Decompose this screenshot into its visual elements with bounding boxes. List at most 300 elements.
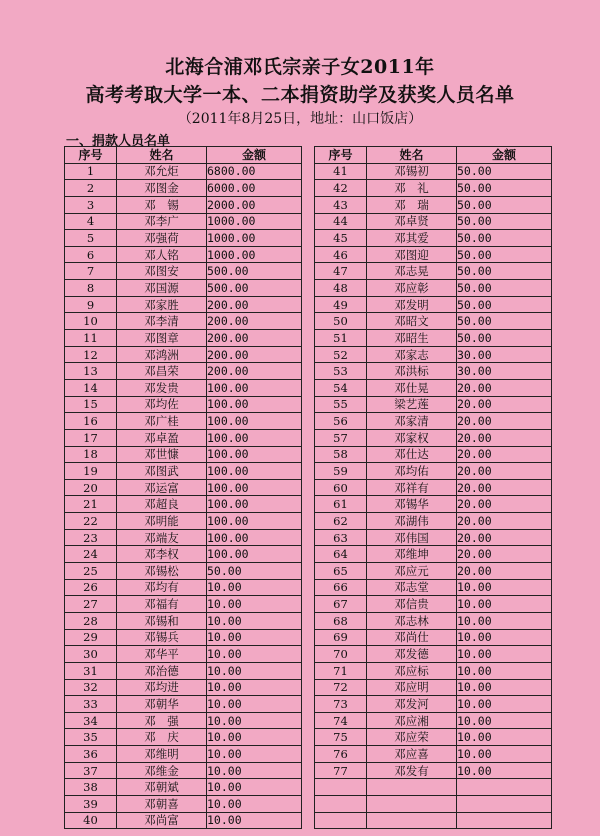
row-number: 70: [315, 646, 367, 663]
row-number: 11: [65, 330, 117, 347]
donation-amount: 10.00: [457, 579, 552, 596]
donation-amount: 20.00: [457, 413, 552, 430]
row-number: 34: [65, 712, 117, 729]
table-row: [315, 346, 552, 363]
donor-name: 邓国源: [117, 280, 207, 297]
donation-amount: 100.00: [207, 429, 302, 446]
table-row: [315, 280, 552, 297]
donor-name: 邓人铭: [117, 246, 207, 263]
row-number: 4: [65, 213, 117, 230]
row-number: 64: [315, 546, 367, 563]
table-row: [65, 729, 302, 746]
donor-name: 邓维明: [117, 746, 207, 763]
donor-name: 邓卓盈: [117, 429, 207, 446]
row-number: 41: [315, 163, 367, 180]
donation-amount: 10.00: [207, 812, 302, 829]
donor-name: 邓发贵: [117, 379, 207, 396]
row-number: 69: [315, 629, 367, 646]
donor-name: 邓锡兵: [117, 629, 207, 646]
table-row: [315, 596, 552, 613]
table-row: [65, 662, 302, 679]
donation-amount: 200.00: [207, 296, 302, 313]
donation-amount: 50.00: [457, 246, 552, 263]
donation-amount: 50.00: [457, 180, 552, 197]
donation-amount: 10.00: [207, 679, 302, 696]
donor-name: 邓 瑞: [367, 196, 457, 213]
donation-amount: 10.00: [207, 646, 302, 663]
row-number: 43: [315, 196, 367, 213]
row-number: 38: [65, 779, 117, 796]
donor-name: 邓应彰: [367, 280, 457, 297]
table-row: [315, 230, 552, 247]
donor-name: 邓强荷: [117, 230, 207, 247]
row-number: 37: [65, 762, 117, 779]
row-number: 13: [65, 363, 117, 380]
donation-amount: 10.00: [207, 612, 302, 629]
table-row: [315, 795, 552, 812]
donation-amount: 50.00: [457, 163, 552, 180]
donor-name: 邓应标: [367, 662, 457, 679]
table-row: [315, 779, 552, 796]
row-number: 19: [65, 463, 117, 480]
donor-name: 邓家志: [367, 346, 457, 363]
row-number: 15: [65, 396, 117, 413]
table-row: [315, 563, 552, 580]
table-row: [65, 280, 302, 297]
donor-name: 邓卓贤: [367, 213, 457, 230]
donor-name: 邓锡初: [367, 163, 457, 180]
donation-amount: 10.00: [207, 729, 302, 746]
donation-amount: 100.00: [207, 396, 302, 413]
table-row: [65, 646, 302, 663]
row-number: 26: [65, 579, 117, 596]
table-row: [315, 246, 552, 263]
document-subtitle: （2011年8月25日，地址：山口饭店）: [177, 111, 423, 127]
donation-amount: 200.00: [207, 313, 302, 330]
donor-name: 邓发河: [367, 696, 457, 713]
donation-amount: [457, 779, 552, 796]
donation-amount: [457, 795, 552, 812]
table-row: [65, 246, 302, 263]
row-number: 63: [315, 529, 367, 546]
donor-name: 邓志林: [367, 612, 457, 629]
row-number: 28: [65, 612, 117, 629]
table-row: [65, 629, 302, 646]
donation-amount: 20.00: [457, 513, 552, 530]
header-name: 姓名: [367, 147, 457, 164]
row-number: 71: [315, 662, 367, 679]
table-row: [65, 546, 302, 563]
table-row: [315, 679, 552, 696]
table-row: [65, 746, 302, 763]
donation-amount: 50.00: [457, 263, 552, 280]
row-number: 72: [315, 679, 367, 696]
donor-name: 邓仕晃: [367, 379, 457, 396]
donation-amount: 10.00: [457, 762, 552, 779]
donor-name: 邓锡松: [117, 563, 207, 580]
donation-amount: 100.00: [207, 513, 302, 530]
row-number: 40: [65, 812, 117, 829]
donor-name: 邓家胜: [117, 296, 207, 313]
donor-name: 邓均有: [117, 579, 207, 596]
donor-name: 邓应湘: [367, 712, 457, 729]
row-number: 58: [315, 446, 367, 463]
donation-amount: 1000.00: [207, 230, 302, 247]
row-number: 8: [65, 280, 117, 297]
donor-name: [367, 795, 457, 812]
donor-name: 邓朝斌: [117, 779, 207, 796]
donor-name: 邓 礼: [367, 180, 457, 197]
document-title-line1: 北海合浦邓氏宗亲子女2011年: [165, 56, 435, 78]
table-row: [315, 163, 552, 180]
donor-name: 邓应元: [367, 563, 457, 580]
donor-name: 邓朝华: [117, 696, 207, 713]
row-number: 66: [315, 579, 367, 596]
donor-name: 邓伟国: [367, 529, 457, 546]
table-row: [65, 296, 302, 313]
table-row: [315, 429, 552, 446]
table-row: [65, 529, 302, 546]
table-row: [315, 413, 552, 430]
donation-amount: 50.00: [457, 196, 552, 213]
table-row: [65, 263, 302, 280]
table-row: [315, 712, 552, 729]
donation-amount: 10.00: [207, 746, 302, 763]
donor-name: 邓祥有: [367, 479, 457, 496]
donation-amount: 50.00: [457, 296, 552, 313]
donor-name: 邓超良: [117, 496, 207, 513]
row-number: 47: [315, 263, 367, 280]
row-number: 12: [65, 346, 117, 363]
table-row: [315, 313, 552, 330]
donor-name: 邓图迎: [367, 246, 457, 263]
donor-name: 邓李广: [117, 213, 207, 230]
table-row: [65, 513, 302, 530]
header-amount: 金额: [457, 147, 552, 164]
table-row: [315, 629, 552, 646]
table-row: [65, 795, 302, 812]
table-row: [315, 696, 552, 713]
table-row: [65, 479, 302, 496]
table-row: [65, 696, 302, 713]
donation-amount: 10.00: [457, 646, 552, 663]
table-row: [315, 263, 552, 280]
table-row: [315, 729, 552, 746]
table-row: [315, 396, 552, 413]
donor-name: 邓图武: [117, 463, 207, 480]
donation-amount: 100.00: [207, 379, 302, 396]
donor-name: 邓应荣: [367, 729, 457, 746]
row-number: 3: [65, 196, 117, 213]
row-number: 54: [315, 379, 367, 396]
table-row: [65, 596, 302, 613]
row-number: 32: [65, 679, 117, 696]
donor-name: 邓均佑: [367, 463, 457, 480]
donor-name: 邓发有: [367, 762, 457, 779]
donation-amount: 10.00: [457, 662, 552, 679]
donor-name: 邓朝喜: [117, 795, 207, 812]
row-number: [315, 779, 367, 796]
donation-amount: 30.00: [457, 363, 552, 380]
table-row: [315, 463, 552, 480]
table-row: [315, 180, 552, 197]
donation-amount: 500.00: [207, 263, 302, 280]
donation-amount: 50.00: [457, 313, 552, 330]
table-row: [315, 646, 552, 663]
donor-name: 邓锡华: [367, 496, 457, 513]
table-row: [315, 296, 552, 313]
row-number: 36: [65, 746, 117, 763]
row-number: 57: [315, 429, 367, 446]
document-title-line2: 高考考取大学一本、二本捐资助学及获奖人员名单: [85, 84, 515, 106]
row-number: 33: [65, 696, 117, 713]
table-row: [65, 180, 302, 197]
row-number: 14: [65, 379, 117, 396]
donor-name: 邓志晃: [367, 263, 457, 280]
row-number: 2: [65, 180, 117, 197]
row-number: 76: [315, 746, 367, 763]
table-row: [315, 529, 552, 546]
donor-name: 邓发明: [367, 296, 457, 313]
donation-amount: 50.00: [457, 230, 552, 247]
row-number: 51: [315, 330, 367, 347]
row-number: 24: [65, 546, 117, 563]
header-no: 序号: [65, 147, 117, 164]
row-number: 5: [65, 230, 117, 247]
section-heading: 一、捐款人员名单: [66, 134, 171, 149]
table-row: [65, 463, 302, 480]
table-row: [65, 496, 302, 513]
donation-amount: 20.00: [457, 396, 552, 413]
row-number: 46: [315, 246, 367, 263]
table-row: [65, 812, 302, 829]
donation-amount: 20.00: [457, 429, 552, 446]
donor-name: 邓李权: [117, 546, 207, 563]
donor-name: 邓世慷: [117, 446, 207, 463]
table-row: [315, 363, 552, 380]
row-number: 73: [315, 696, 367, 713]
donor-name: 邓端友: [117, 529, 207, 546]
donor-name: 邓其爱: [367, 230, 457, 247]
row-number: 65: [315, 563, 367, 580]
donation-amount: 20.00: [457, 463, 552, 480]
table-row: [315, 746, 552, 763]
row-number: 53: [315, 363, 367, 380]
row-number: 17: [65, 429, 117, 446]
donor-name: 梁艺莲: [367, 396, 457, 413]
row-number: 35: [65, 729, 117, 746]
row-number: 30: [65, 646, 117, 663]
table-row: [65, 413, 302, 430]
donor-name: 邓图安: [117, 263, 207, 280]
donor-name: 邓家清: [367, 413, 457, 430]
table-row: [315, 612, 552, 629]
donation-amount: 100.00: [207, 546, 302, 563]
table-row: [315, 479, 552, 496]
donor-name: 邓仕达: [367, 446, 457, 463]
table-row: [65, 762, 302, 779]
donor-table-left: [64, 146, 302, 829]
table-row: [65, 213, 302, 230]
donation-amount: 10.00: [457, 612, 552, 629]
donor-name: 邓家权: [367, 429, 457, 446]
donor-name: 邓 锡: [117, 196, 207, 213]
donation-amount: 10.00: [207, 712, 302, 729]
donor-name: 邓运富: [117, 479, 207, 496]
donor-name: 邓福有: [117, 596, 207, 613]
donation-amount: 50.00: [457, 330, 552, 347]
row-number: 68: [315, 612, 367, 629]
row-number: 1: [65, 163, 117, 180]
donation-amount: 50.00: [457, 213, 552, 230]
donation-amount: 20.00: [457, 379, 552, 396]
donation-amount: 10.00: [457, 746, 552, 763]
table-row: [65, 196, 302, 213]
donor-name: 邓应明: [367, 679, 457, 696]
row-number: 25: [65, 563, 117, 580]
donation-amount: 10.00: [457, 679, 552, 696]
donor-name: 邓均佐: [117, 396, 207, 413]
row-number: 60: [315, 479, 367, 496]
table-header-row: [315, 147, 552, 164]
donor-name: 邓昭文: [367, 313, 457, 330]
donation-amount: 30.00: [457, 346, 552, 363]
donor-table-right-body: [315, 163, 552, 829]
row-number: 16: [65, 413, 117, 430]
row-number: 23: [65, 529, 117, 546]
table-row: [315, 513, 552, 530]
donor-name: 邓尚富: [117, 812, 207, 829]
table-row: [65, 163, 302, 180]
donation-amount: 200.00: [207, 346, 302, 363]
donor-table-right: [314, 146, 552, 829]
donation-amount: 200.00: [207, 363, 302, 380]
row-number: 55: [315, 396, 367, 413]
donor-name: 邓 庆: [117, 729, 207, 746]
row-number: 29: [65, 629, 117, 646]
row-number: 52: [315, 346, 367, 363]
table-row: [65, 579, 302, 596]
donation-amount: 1000.00: [207, 246, 302, 263]
donation-amount: 50.00: [207, 563, 302, 580]
table-row: [315, 330, 552, 347]
row-number: [315, 812, 367, 829]
table-row: [65, 563, 302, 580]
donation-amount: 10.00: [207, 596, 302, 613]
table-row: [315, 213, 552, 230]
table-row: [65, 612, 302, 629]
row-number: 45: [315, 230, 367, 247]
donor-name: 邓 强: [117, 712, 207, 729]
header-no: 序号: [315, 147, 367, 164]
donation-amount: 20.00: [457, 529, 552, 546]
donor-name: 邓广桂: [117, 413, 207, 430]
row-number: 6: [65, 246, 117, 263]
table-row: [65, 379, 302, 396]
donation-amount: 100.00: [207, 413, 302, 430]
table-row: [315, 662, 552, 679]
row-number: [315, 795, 367, 812]
table-row: [65, 429, 302, 446]
donor-name: 邓昌荣: [117, 363, 207, 380]
header-name: 姓名: [117, 147, 207, 164]
table-row: [315, 379, 552, 396]
donation-amount: 10.00: [457, 696, 552, 713]
donor-name: 邓允炬: [117, 163, 207, 180]
row-number: 7: [65, 263, 117, 280]
row-number: 67: [315, 596, 367, 613]
donor-name: 邓李清: [117, 313, 207, 330]
table-row: [65, 396, 302, 413]
row-number: 49: [315, 296, 367, 313]
donor-name: 邓治德: [117, 662, 207, 679]
row-number: 77: [315, 762, 367, 779]
donation-amount: 100.00: [207, 496, 302, 513]
row-number: 18: [65, 446, 117, 463]
row-number: 59: [315, 463, 367, 480]
table-row: [65, 679, 302, 696]
row-number: 31: [65, 662, 117, 679]
donation-amount: 10.00: [207, 662, 302, 679]
row-number: 21: [65, 496, 117, 513]
table-row: [65, 363, 302, 380]
row-number: 20: [65, 479, 117, 496]
donor-name: 邓维坤: [367, 546, 457, 563]
donor-name: 邓图金: [117, 180, 207, 197]
donation-amount: 6800.00: [207, 163, 302, 180]
table-row: [65, 330, 302, 347]
row-number: 27: [65, 596, 117, 613]
donation-amount: 20.00: [457, 446, 552, 463]
donor-name: [367, 812, 457, 829]
donation-amount: 100.00: [207, 529, 302, 546]
row-number: 48: [315, 280, 367, 297]
donation-amount: 100.00: [207, 479, 302, 496]
row-number: 42: [315, 180, 367, 197]
donation-amount: 10.00: [457, 712, 552, 729]
donation-amount: 10.00: [207, 779, 302, 796]
donor-name: 邓发德: [367, 646, 457, 663]
donation-amount: 10.00: [207, 579, 302, 596]
row-number: 44: [315, 213, 367, 230]
table-row: [65, 446, 302, 463]
table-row: [315, 579, 552, 596]
donation-amount: 10.00: [457, 596, 552, 613]
header-amount: 金额: [207, 147, 302, 164]
table-row: [65, 313, 302, 330]
row-number: 62: [315, 513, 367, 530]
donation-amount: 50.00: [457, 280, 552, 297]
table-header-row: [65, 147, 302, 164]
donation-amount: 100.00: [207, 446, 302, 463]
donor-name: 邓鸿洲: [117, 346, 207, 363]
donor-name: 邓华平: [117, 646, 207, 663]
donor-name: 邓洪标: [367, 363, 457, 380]
table-row: [315, 762, 552, 779]
donation-amount: 10.00: [207, 629, 302, 646]
column-divider: [301, 146, 302, 772]
donation-amount: 10.00: [207, 762, 302, 779]
donation-amount: 20.00: [457, 563, 552, 580]
table-row: [315, 546, 552, 563]
table-row: [315, 812, 552, 829]
donation-amount: 20.00: [457, 546, 552, 563]
donor-name: 邓均进: [117, 679, 207, 696]
row-number: 75: [315, 729, 367, 746]
donor-name: 邓应喜: [367, 746, 457, 763]
donor-name: 邓明能: [117, 513, 207, 530]
donation-amount: 6000.00: [207, 180, 302, 197]
